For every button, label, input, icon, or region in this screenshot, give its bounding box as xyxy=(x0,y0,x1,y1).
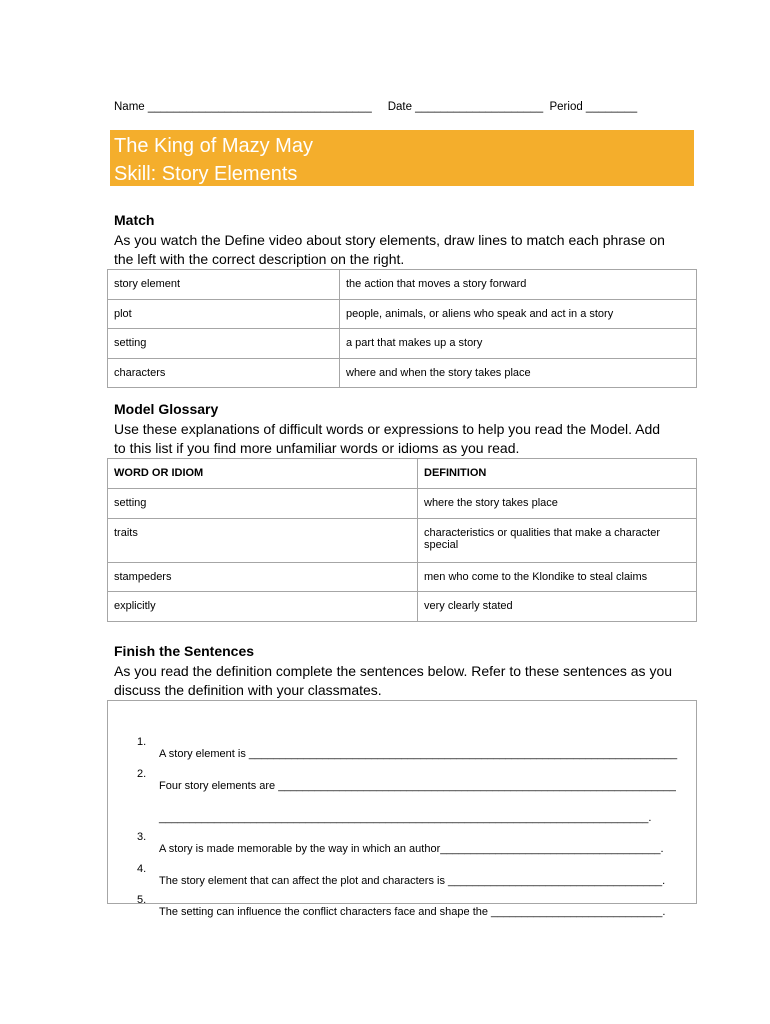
sentence-number: 2. xyxy=(137,768,147,780)
column-header-definition: DEFINITION xyxy=(418,459,697,489)
finish-instructions: As you read the definition complete the sentences below. Refer to these sentences as you discuss the definition with your classmates. xyxy=(114,663,673,698)
finish-heading: Finish the Sentences xyxy=(114,643,255,659)
glossary-definition: characteristics or qualities that make a character special xyxy=(418,518,697,562)
glossary-word: traits xyxy=(108,518,418,562)
glossary-table xyxy=(107,458,697,622)
sentence-number: 4. xyxy=(137,863,147,875)
table-row xyxy=(108,299,697,329)
glossary-word: stampeders xyxy=(108,562,418,592)
match-description: where and when the story takes place xyxy=(340,358,697,388)
glossary-word: setting xyxy=(108,489,418,519)
glossary-definition: men who come to the Klondike to steal claims xyxy=(418,562,697,592)
sentence-text: The story element that can affect the plot and characters is ___________________________________. xyxy=(159,875,666,887)
sentence-text: The setting can influence the conflict characters face and shape the ____________________________. xyxy=(159,906,666,918)
worksheet-title: The King of Mazy May xyxy=(114,135,313,157)
table-row xyxy=(108,358,697,388)
sentence-text: ________________________________________________________________________________. xyxy=(159,812,652,824)
sentence-item xyxy=(137,882,666,930)
glossary-word: explicitly xyxy=(108,592,418,622)
match-heading: Match xyxy=(114,212,155,228)
match-instructions: As you watch the Define video about story elements, draw lines to match each phrase on the left with the correct description on the right. xyxy=(114,232,665,267)
glossary-definition: very clearly stated xyxy=(418,592,697,622)
sentences-box xyxy=(107,700,697,918)
name-date-period-line: Name ___________________________________ Date ____________________ Period ________ xyxy=(114,101,638,113)
match-term: characters xyxy=(108,358,340,388)
sentence-text: Four story elements are _________________________________________________________________ xyxy=(159,780,676,792)
glossary-definition: where the story takes place xyxy=(418,489,697,519)
match-table xyxy=(107,269,697,388)
table-row xyxy=(108,329,697,359)
sentence-text: A story is made memorable by the way in which an author____________________________________. xyxy=(159,843,664,855)
table-row xyxy=(108,489,697,519)
sentence-number: 1. xyxy=(137,736,147,748)
table-header-row xyxy=(108,459,697,489)
skill-title: Skill: Story Elements xyxy=(114,163,298,185)
match-description: people, animals, or aliens who speak and act in a story xyxy=(340,299,697,329)
glossary-instructions: Use these explanations of difficult words or expressions to help you read the Model. Add to this list if you find more unfamiliar words or idioms as you read. xyxy=(114,421,661,456)
table-row xyxy=(108,592,697,622)
match-term: story element xyxy=(108,270,340,300)
glossary-heading: Model Glossary xyxy=(114,401,219,417)
table-row xyxy=(108,270,697,300)
sentence-text: A story element is ______________________________________________________________________ xyxy=(159,748,678,760)
sentence-number: 3. xyxy=(137,831,147,843)
match-description: a part that makes up a story xyxy=(340,329,697,359)
title-banner xyxy=(110,130,694,186)
table-row xyxy=(108,518,697,562)
match-description: the action that moves a story forward xyxy=(340,270,697,300)
sentence-number: 5. xyxy=(137,894,147,906)
match-term: setting xyxy=(108,329,340,359)
match-term: plot xyxy=(108,299,340,329)
table-row xyxy=(108,562,697,592)
column-header-word: WORD OR IDIOM xyxy=(108,459,418,489)
